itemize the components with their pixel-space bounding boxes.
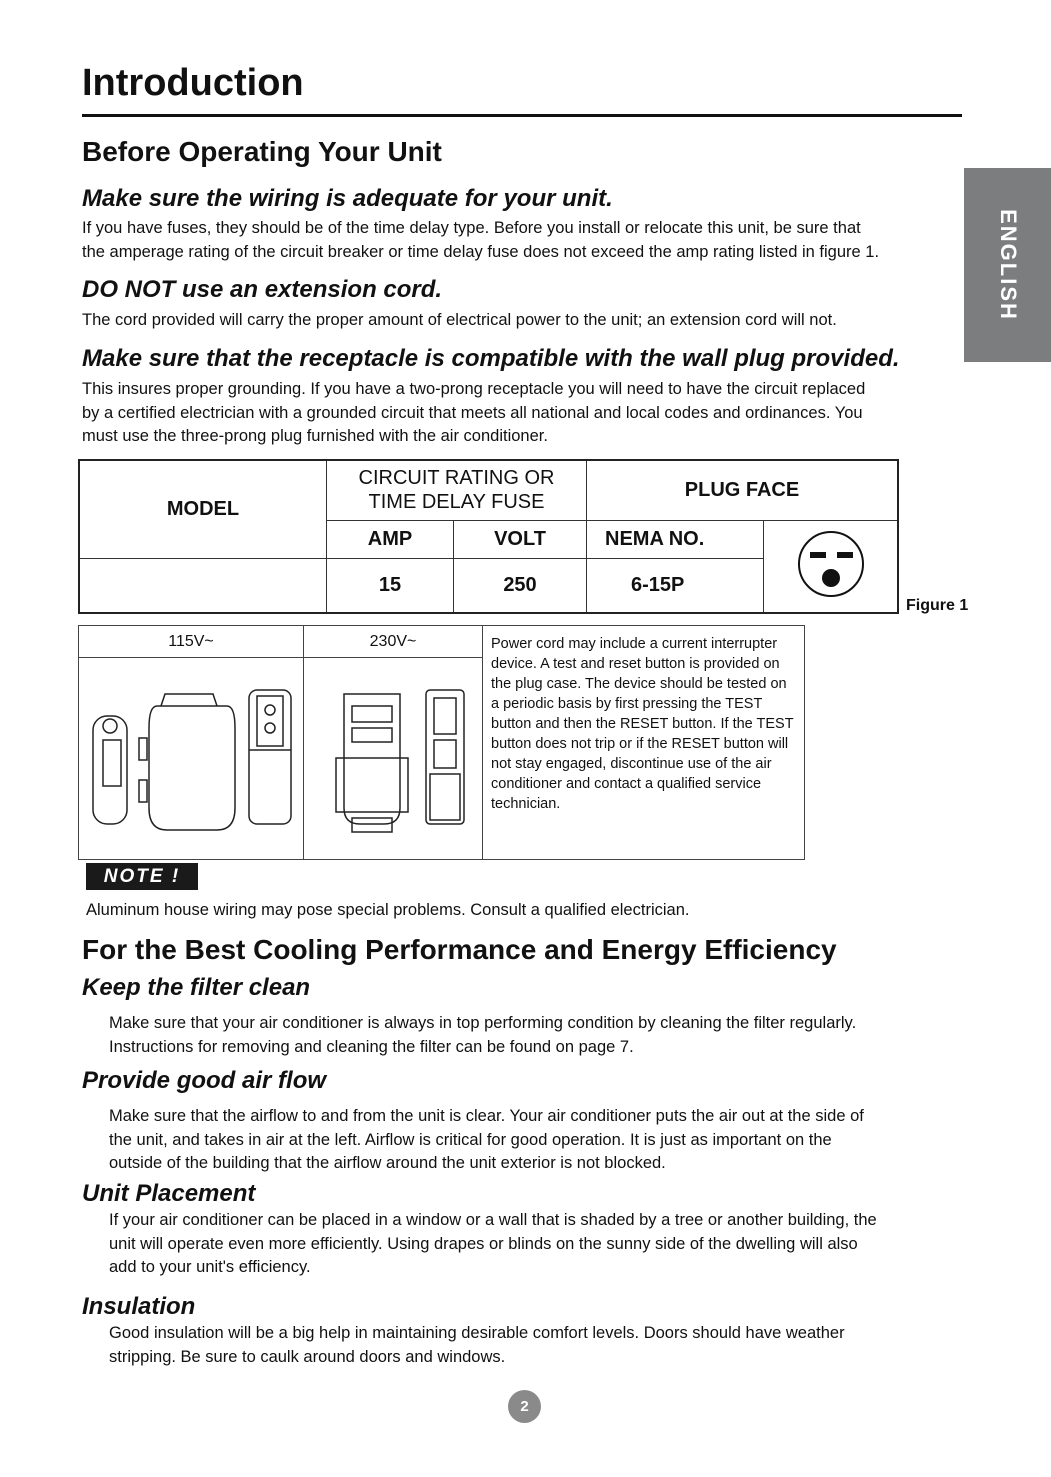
plug-230v-icon: [304, 658, 482, 854]
language-tab: [964, 168, 1051, 362]
text-line: If your air conditioner can be placed in a window or a wall that is shaded by a tree or another building, the: [109, 1211, 877, 1229]
model-value: [79, 558, 327, 613]
circuit-rating-header: [327, 460, 587, 520]
circuit-rating-line: TIME DELAY FUSE: [368, 491, 545, 514]
plug-115v-drawing: [79, 658, 304, 860]
text-line: Instructions for removing and cleaning the filter can be found on page 7.: [109, 1037, 634, 1056]
text-line: by a certified electrician with a grounded circuit that meets all national and local codes and ordinances. You: [82, 403, 863, 422]
title-divider: [82, 114, 962, 117]
subheading-insulation: Insulation: [82, 1293, 196, 1320]
plug-face-cell: [764, 520, 899, 613]
subheading-filter: Keep the filter clean: [82, 974, 311, 1001]
paragraph-air-flow: [109, 1105, 864, 1176]
amp-header: AMP: [327, 520, 454, 558]
text-line: Good insulation will be a big help in maintaining desirable comfort levels. Doors should have weather: [109, 1324, 845, 1342]
subheading-receptacle: Make sure that the receptacle is compatible with the wall plug provided.: [82, 345, 900, 372]
text-line: outside of the building that the airflow around the unit exterior is not blocked.: [109, 1154, 666, 1172]
volt-value: 250: [454, 558, 587, 613]
amp-value: 15: [327, 558, 454, 613]
model-header: MODEL: [79, 460, 327, 558]
text-line: Make sure that the airflow to and from the unit is clear. Your air conditioner puts the air out at the side of: [109, 1107, 864, 1125]
text-line: add to your unit's efficiency.: [109, 1258, 311, 1276]
note-text: Aluminum house wiring may pose special problems. Consult a qualified electrician.: [86, 901, 690, 919]
paragraph-insulation: [109, 1322, 845, 1369]
text-line: stripping. Be sure to caulk around doors and windows.: [109, 1347, 506, 1366]
plug-illustration-table: [78, 625, 805, 860]
section-heading-before-operating: Before Operating Your Unit: [82, 136, 442, 167]
plug-115v-icon: [79, 658, 303, 854]
subheading-wiring: Make sure the wiring is adequate for your unit.: [82, 185, 613, 212]
plug-230v-drawing: [304, 658, 483, 860]
note-badge: NOTE !: [86, 863, 198, 890]
plug-115v-header: 115V~: [79, 626, 304, 658]
subheading-air-flow: Provide good air flow: [82, 1067, 327, 1094]
text-line: the amperage rating of the circuit breaker or time delay fuse does not exceed the amp rating listed in figure 1.: [82, 242, 880, 261]
volt-header: VOLT: [454, 520, 587, 558]
text-line: If you have fuses, they should be of the time delay type. Before you install or relocate this unit, be sure that: [82, 219, 861, 237]
page-title: Introduction: [82, 62, 304, 104]
section-heading-best-cooling: For the Best Cooling Performance and Energy Efficiency: [82, 934, 837, 965]
paragraph-wiring: [82, 217, 879, 264]
figure-label: Figure 1: [906, 597, 969, 614]
text-line: Make sure that your air conditioner is always in top performing condition by cleaning the filter regularly.: [109, 1014, 857, 1032]
circuit-rating-table: [78, 459, 899, 614]
text-line: unit will operate even more efficiently. Using drapes or blinds on the sunny side of the dwelling will also: [109, 1234, 858, 1253]
text-line: The cord provided will carry the proper amount of electrical power to the unit; an extension cord will not.: [82, 311, 837, 329]
nema-value: 6-15P: [587, 558, 764, 613]
text-line: must use the three-prong plug furnished with the air conditioner.: [82, 427, 548, 445]
paragraph-receptacle: [82, 378, 865, 449]
plug-note: Power cord may include a current interrupter device. A test and reset button is provided on the plug case. The device should be tested on a periodic basis by first pressing the TEST button and then the RESET button. If the TEST button does not trip or if the RESET button will not stay engaged, discontinue use of the air conditioner and contact a qualified service technician.: [483, 626, 805, 860]
subheading-extension-cord: DO NOT use an extension cord.: [82, 276, 443, 303]
plug-face-header: PLUG FACE: [587, 460, 899, 520]
paragraph-extension-cord: [82, 309, 837, 333]
circuit-rating-line: CIRCUIT RATING OR: [358, 467, 555, 490]
text-line: This insures proper grounding. If you have a two-prong receptacle you will need to have the circuit replaced: [82, 380, 866, 398]
text-line: the unit, and takes in air at the left. Airflow is critical for good operation. It is just as important on the: [109, 1130, 832, 1149]
language-tab-label: ENGLISH: [995, 209, 1021, 321]
plug-face-icon: [791, 528, 871, 600]
plug-230v-header: 230V~: [304, 626, 483, 658]
page-number: 2: [508, 1390, 541, 1423]
paragraph-unit-placement: [109, 1209, 877, 1280]
nema-header: NEMA NO.: [587, 520, 764, 558]
paragraph-filter: [109, 1012, 856, 1059]
subheading-unit-placement: Unit Placement: [82, 1180, 256, 1207]
